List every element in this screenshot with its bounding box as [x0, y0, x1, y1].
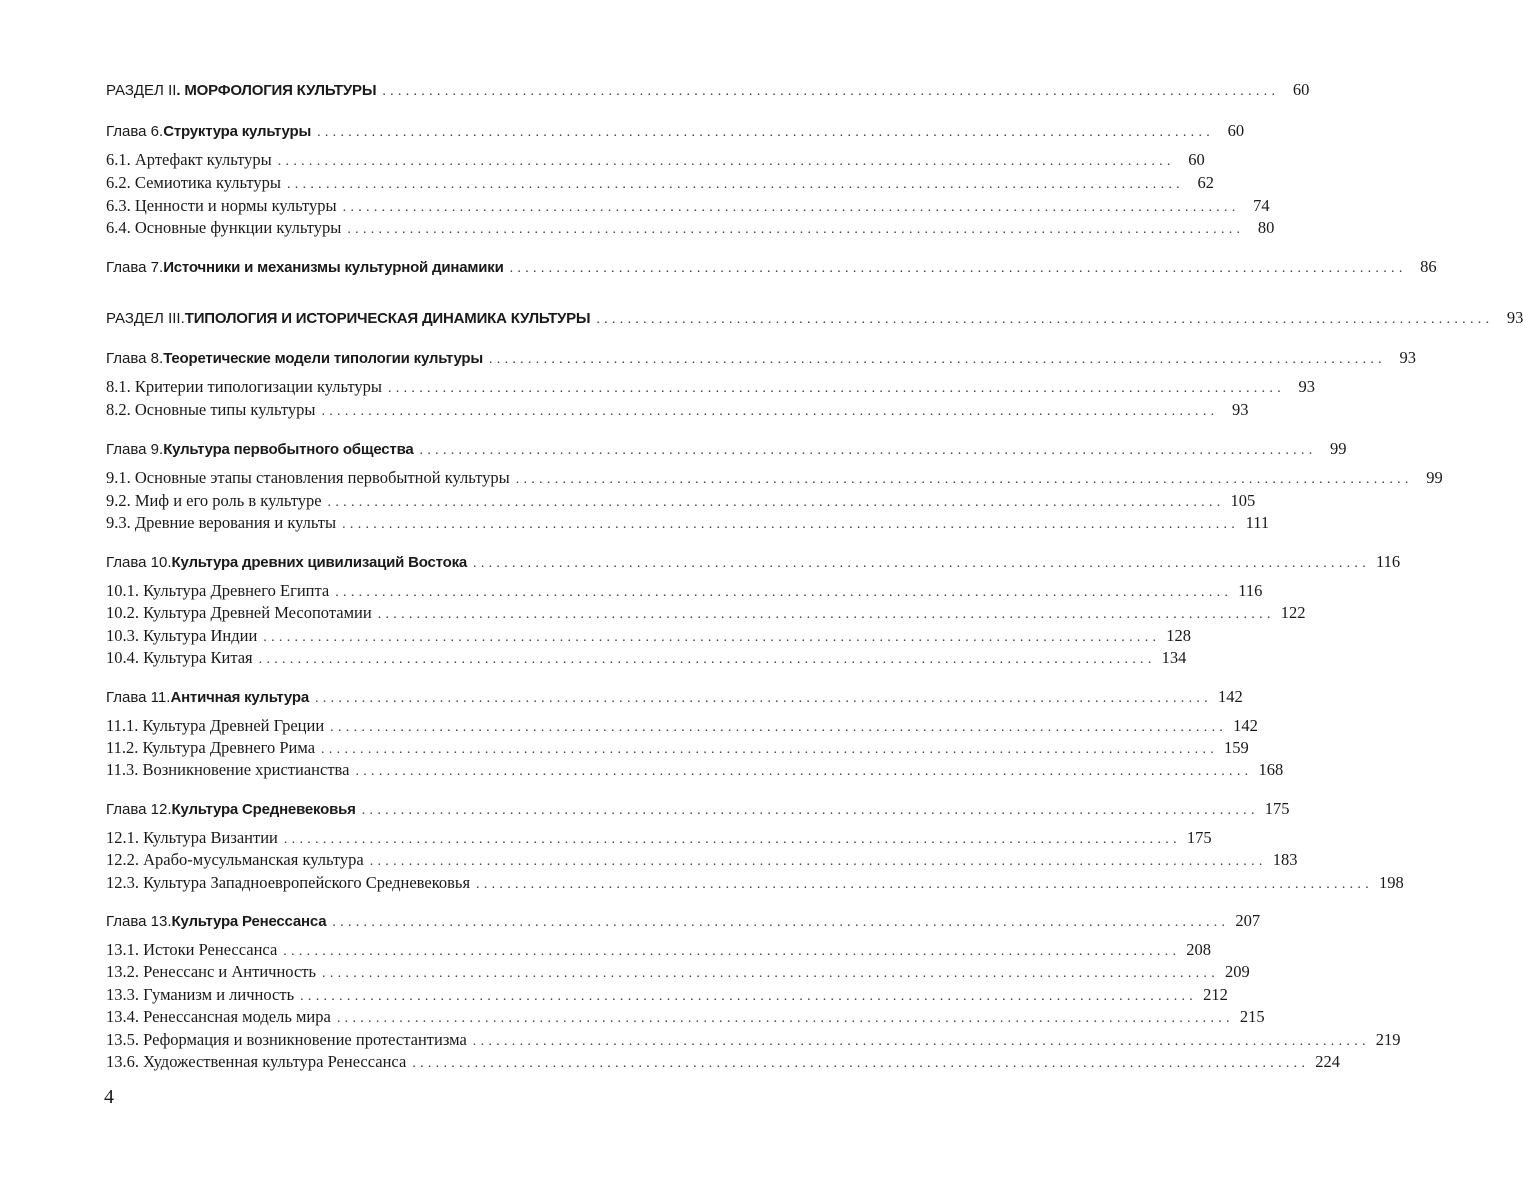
toc-chapter-heading — [106, 687, 1243, 707]
chapter-title: Источники и механизмы культурной динамики — [163, 259, 504, 276]
toc-entry — [106, 513, 1270, 533]
page-ref: 168 — [1258, 760, 1284, 779]
toc-entry — [106, 400, 1249, 420]
toc-entry — [106, 173, 1214, 193]
chapter-title: Культура Ренессанса — [171, 913, 327, 930]
page-ref: 93 — [1506, 308, 1523, 327]
entry-label: 10.2. Культура Древней Месопотамии — [106, 603, 372, 622]
leader-dots: ................................................................................................................... — [361, 803, 1259, 818]
toc-chapter-heading — [106, 439, 1347, 459]
leader-dots: ................................................................................................................... — [321, 404, 1219, 419]
section-prefix: РАЗДЕЛ III. — [106, 310, 185, 327]
entry-label: 6.3. Ценности и нормы культуры — [106, 196, 337, 215]
leader-dots: ................................................................................................................... — [476, 877, 1374, 892]
leader-dots: ................................................................................................................... — [300, 989, 1198, 1004]
leader-dots: ................................................................................................................... — [342, 517, 1240, 532]
toc-entry — [106, 491, 1256, 511]
entry-label: 13.1. Истоки Ренессанса — [106, 940, 278, 959]
leader-dots: ................................................................................................................... — [336, 1011, 1234, 1026]
toc-entry — [106, 1030, 1401, 1050]
toc-entry — [106, 716, 1258, 736]
toc-entry — [106, 940, 1212, 960]
leader-dots: ................................................................................................................... — [286, 177, 1184, 192]
entry-label: 8.1. Критерии типологизации культуры — [106, 377, 382, 396]
entry-label: 10.1. Культура Древнего Египта — [106, 581, 330, 600]
entry-label: 9.1. Основные этапы становления первобытной культуры — [106, 468, 510, 487]
leader-dots: ................................................................................................................... — [347, 222, 1245, 237]
leader-dots: ................................................................................................................... — [369, 854, 1267, 869]
page-ref: 99 — [1330, 439, 1347, 458]
leader-dots: ................................................................................................................... — [342, 200, 1240, 215]
page-ref: 208 — [1186, 940, 1212, 959]
toc-entry — [106, 1007, 1265, 1027]
page-ref: 105 — [1230, 491, 1256, 510]
leader-dots: ................................................................................................................... — [388, 381, 1285, 396]
entry-label: 8.2. Основные типы культуры — [106, 400, 316, 419]
entry-label: 12.1. Культура Византии — [106, 828, 278, 847]
toc-chapter-heading — [106, 121, 1245, 141]
leader-dots: ................................................................................................................... — [419, 443, 1317, 458]
entry-label: 6.4. Основные функции культуры — [106, 218, 342, 237]
toc-chapter-heading — [106, 911, 1261, 931]
leader-dots: ................................................................................................................... — [509, 261, 1407, 276]
chapter-prefix: Глава 13. — [106, 913, 172, 930]
page-ref: 99 — [1426, 468, 1443, 487]
leader-dots: ................................................................................................................... — [263, 630, 1161, 645]
toc-entry — [106, 1052, 1341, 1072]
leader-dots: ................................................................................................................... — [488, 352, 1386, 367]
toc-entry — [106, 150, 1205, 170]
page-ref: 60 — [1292, 80, 1310, 99]
chapter-prefix: Глава 8. — [106, 350, 164, 367]
leader-dots: ................................................................................................................... — [322, 966, 1220, 981]
page-ref: 219 — [1375, 1030, 1401, 1049]
chapter-title: Культура древних цивилизаций Востока — [171, 554, 468, 571]
chapter-prefix: Глава 6. — [106, 123, 164, 140]
page-ref: 116 — [1238, 581, 1263, 600]
page-ref: 183 — [1272, 850, 1298, 869]
page-ref: 224 — [1315, 1052, 1341, 1071]
entry-label: 12.2. Арабо-мусульманская культура — [106, 850, 364, 869]
page-ref: 212 — [1203, 985, 1228, 1004]
page-ref: 60 — [1188, 150, 1205, 169]
leader-dots: ................................................................................................................... — [327, 495, 1225, 510]
page-ref: 142 — [1217, 687, 1243, 706]
entry-label: 11.2. Культура Древнего Рима — [106, 738, 316, 757]
page-ref: 122 — [1280, 603, 1306, 622]
page-ref: 207 — [1235, 911, 1261, 930]
page-ref: 111 — [1245, 513, 1270, 532]
page-ref: 80 — [1257, 218, 1275, 237]
page-ref: 62 — [1197, 173, 1214, 192]
toc-entry — [106, 581, 1263, 601]
leader-dots: ................................................................................................................... — [335, 585, 1233, 600]
entry-label: 6.1. Артефакт культуры — [106, 150, 272, 169]
page-number: 4 — [104, 1086, 114, 1108]
page-ref: 116 — [1376, 552, 1401, 571]
toc-entry — [106, 218, 1275, 238]
toc-chapter-heading — [106, 552, 1401, 572]
leader-dots: ................................................................................................................... — [412, 1056, 1310, 1071]
page-ref: 128 — [1166, 626, 1192, 645]
entry-label: 11.1. Культура Древней Греции — [106, 716, 325, 735]
toc-section-heading — [106, 308, 1523, 328]
entry-label: 10.3. Культура Индии — [106, 626, 258, 645]
section-prefix: РАЗДЕЛ II — [106, 82, 177, 99]
page-ref: 159 — [1224, 738, 1249, 757]
entry-label: 10.4. Культура Китая — [106, 648, 253, 667]
toc-entry — [106, 760, 1284, 780]
leader-dots: ................................................................................................................... — [355, 764, 1253, 779]
entry-label: 9.2. Миф и его роль в культуре — [106, 491, 322, 510]
entry-label: 9.3. Древние верования и культы — [106, 513, 337, 532]
page-ref: 198 — [1379, 873, 1404, 892]
toc-entry — [106, 468, 1443, 488]
entry-label: 13.6. Художественная культура Ренессанса — [106, 1052, 407, 1071]
leader-dots: ................................................................................................................... — [332, 915, 1230, 930]
entry-label: 11.3. Возникновение христианства — [106, 760, 350, 779]
leader-dots: ................................................................................................................... — [258, 652, 1156, 667]
section-title: ТИПОЛОГИЯ И ИСТОРИЧЕСКАЯ ДИНАМИКА КУЛЬТУРЫ — [184, 310, 591, 327]
entry-label: 13.3. Гуманизм и личность — [106, 985, 295, 1004]
leader-dots: ................................................................................................................... — [596, 312, 1494, 327]
entry-label: 6.2. Семиотика культуры — [106, 173, 281, 192]
entry-label: 13.4. Ренессансная модель мира — [106, 1007, 331, 1026]
toc-entry — [106, 196, 1270, 216]
toc-entry — [106, 962, 1250, 982]
leader-dots: ................................................................................................................... — [283, 832, 1181, 847]
chapter-prefix: Глава 11. — [106, 689, 171, 706]
leader-dots: ................................................................................................................... — [321, 742, 1219, 757]
entry-label: 13.2. Ренессанс и Античность — [106, 962, 317, 981]
chapter-title: Теоретические модели типологии культуры — [163, 350, 483, 367]
leader-dots: ................................................................................................................... — [515, 472, 1413, 487]
toc-entry — [106, 873, 1404, 893]
toc-entry — [106, 828, 1212, 848]
page-ref: 175 — [1186, 828, 1212, 847]
leader-dots: ................................................................................................................... — [473, 556, 1371, 571]
leader-dots: ................................................................................................................... — [283, 944, 1181, 959]
page-ref: 86 — [1420, 257, 1437, 276]
page-ref: 142 — [1233, 716, 1258, 735]
chapter-prefix: Глава 12. — [106, 801, 172, 818]
leader-dots: ................................................................................................................... — [472, 1034, 1370, 1049]
page-ref: 74 — [1253, 196, 1270, 215]
page-ref: 93 — [1231, 400, 1249, 419]
toc-entry — [106, 603, 1306, 623]
page-ref: 134 — [1161, 648, 1187, 667]
toc-section-heading — [106, 80, 1310, 100]
leader-dots: ................................................................................................................... — [317, 125, 1215, 140]
toc-entry — [106, 626, 1192, 646]
chapter-title: Культура первобытного общества — [163, 441, 414, 458]
leader-dots: ................................................................................................................... — [330, 720, 1228, 735]
entry-label: 12.3. Культура Западноевропейского Средневековья — [106, 873, 471, 892]
leader-dots: ................................................................................................................... — [314, 691, 1212, 706]
page-ref: 175 — [1264, 799, 1290, 818]
leader-dots: ................................................................................................................... — [377, 607, 1275, 622]
section-title: . МОРФОЛОГИЯ КУЛЬТУРЫ — [176, 82, 377, 99]
chapter-title: Культура Средневековья — [171, 801, 356, 818]
page-ref: 209 — [1225, 962, 1250, 981]
entry-label: 13.5. Реформация и возникновение протестантизма — [106, 1030, 467, 1049]
toc-entry — [106, 738, 1249, 758]
chapter-prefix: Глава 10. — [106, 554, 172, 571]
page-ref: 215 — [1239, 1007, 1265, 1026]
toc-chapter-heading — [106, 257, 1437, 277]
leader-dots: ................................................................................................................... — [382, 84, 1280, 99]
chapter-title: Античная культура — [170, 689, 309, 706]
page-ref: 93 — [1298, 377, 1315, 396]
toc-entry — [106, 648, 1187, 668]
toc-entry — [106, 850, 1298, 870]
leader-dots: ................................................................................................................... — [277, 154, 1175, 169]
page-ref: 93 — [1399, 348, 1416, 367]
page-ref: 60 — [1227, 121, 1245, 140]
toc-entry — [106, 985, 1228, 1005]
toc-entry — [106, 377, 1315, 397]
toc-chapter-heading — [106, 348, 1416, 368]
chapter-prefix: Глава 9. — [106, 441, 164, 458]
chapter-title: Структура культуры — [163, 123, 312, 140]
toc-chapter-heading — [106, 799, 1290, 819]
chapter-prefix: Глава 7. — [106, 259, 164, 276]
